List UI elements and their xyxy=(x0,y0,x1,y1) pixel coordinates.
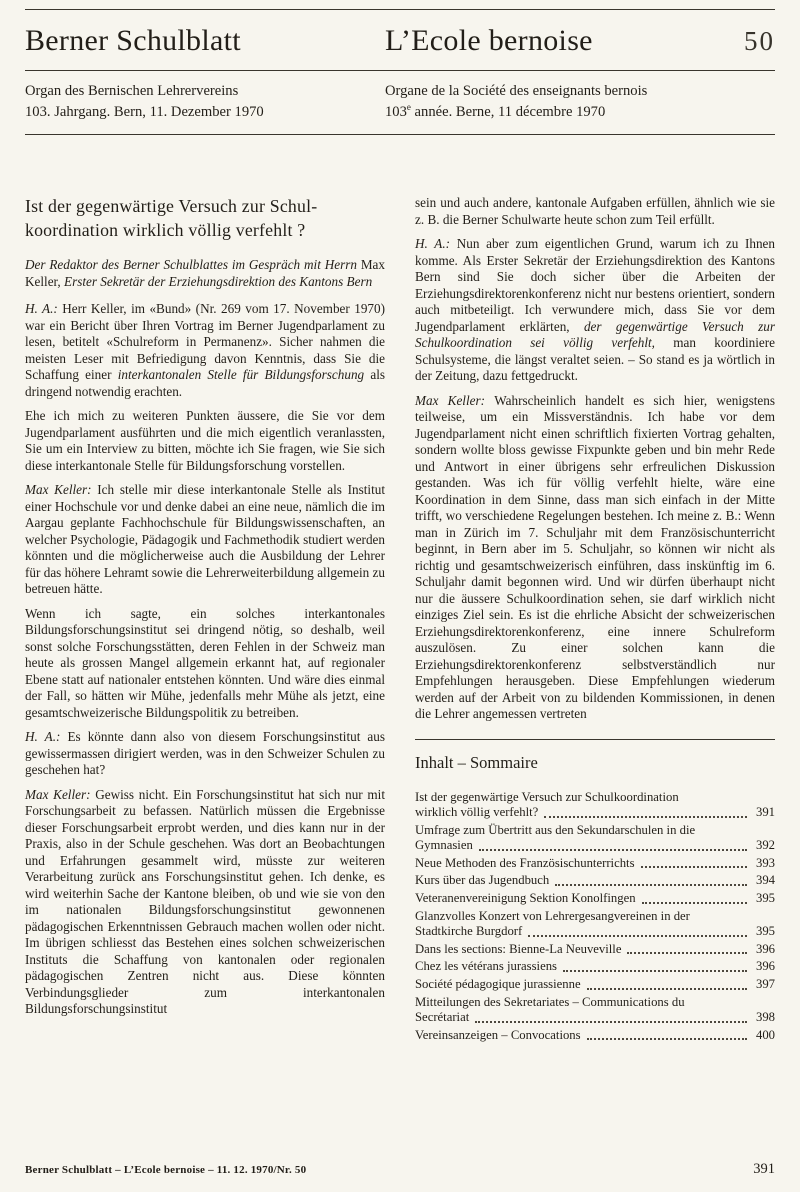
toc-entry-line2 xyxy=(415,1028,775,1044)
issue-number: 50 xyxy=(744,26,775,56)
imprint-french xyxy=(385,81,775,122)
article-paragraph: H. A.: Herr Keller, im «Bund» (Nr. 269 vom 17. November 1970) war ein Bericht über Ihren Vortrag im Berner Jugendparlament zu lesen, betitelt «Schulreform in Permanenz». Sicher nahmen die meisten Leser mit Befriedigung davon Kenntnis, dass Sie die Schaffung einer interkantonalen Stelle für Bildungsforschung als dringend notwendig erachten. xyxy=(25,301,386,399)
dotted-leader xyxy=(587,1038,747,1040)
article-paragraph: H. A.: Nun aber zum eigentlichen Grund, warum ich zu Ihnen komme. Als Erster Sekretär der Erziehungsdirektion des Kantons Bern sind Sie doch sicher über die Arbeiten der Erziehungsdirektorenkonferenz nicht nur bestens orientiert, sondern auch mitbeteiligt. Ich verwundere mich, dass Sie vor dem Jugendparlament erklärten, der gegenwärtige Versuch zur Schulkoordination sei völlig verfehlt, man koordiniere Schulsysteme, die längst veraltet seien. – So stand es ja wörtlich in der Zeitung, dazu fettgedruckt. xyxy=(415,236,776,383)
toc-entry-title: Stadtkirche Burgdorf xyxy=(415,924,523,939)
toc-heading: Inhalt – Sommaire xyxy=(415,752,538,772)
toc-entry xyxy=(415,856,775,872)
toc-page-number: 396 xyxy=(755,941,775,956)
page-footer xyxy=(25,1161,775,1178)
article-paragraphs-right xyxy=(415,195,775,723)
toc-entry-line1: Ist der gegenwärtige Versuch zur Schulkoordination xyxy=(415,789,679,804)
toc-entry-title: Veteranenvereinigung Sektion Konolfingen xyxy=(415,891,636,906)
organ-line-french: Organe de la Société des enseignants bernois xyxy=(385,83,648,99)
dotted-leader xyxy=(528,935,747,937)
divider xyxy=(415,739,775,740)
toc-page-number: 393 xyxy=(755,855,775,870)
dotted-leader xyxy=(544,816,747,818)
toc-page-number: 397 xyxy=(755,977,775,992)
article-paragraph: Max Keller: Ich stelle mir diese interkantonale Stelle als Institut einer Hochschule vor und denke dabei an eine neue, nämlich die im Aargau geplante Fachhochschule für Bildungswissenschaften, an welcher Psychologie, Pädagogik und Fachmethodik studiert werden könnten und die möglicherweise auch die Ausbildung der Lehrer für das höhere Lehramt sowie die Lehrerweiterbildung allgemein zu betreuen hätte. xyxy=(25,482,385,596)
toc-entry-line1: Umfrage zum Übertritt aus den Sekundarschulen in die xyxy=(415,822,696,837)
toc-entry xyxy=(415,977,775,993)
article-paragraph: Max Keller: Wahrscheinlich handelt es sich hier, wenigstens teilweise, um ein Missverständnis. Ich habe vor dem Jugendparlament nicht einen schriftlich fixierten Vortrag gehalten, sondern wollte bloss gewisse Fixpunkte geben und bin mehr Rede und Antwort in einer übrigens sehr erfreulichen Diskussion gestanden. Was ich für völlig verfehlt hielte, wäre eine Koordination in dem Sinne, dass man sich einfach in der Mitte trifft, wo verschiedene Regelungen bestehen. Ich meine z. B.: Wenn man in Zürich im 7. Schuljahr mit dem Französischunterricht beginnt, in Bern aber im 5. Schuljahr, so können wir nicht als richtig und gesamtschweizerisch einführen, dass inskünftig im 6. Schuljahr damit begonnen wird. Und wir dürfen überhaupt nicht nur die äussere Schulkoordination sehen, sie darf wirklich nicht einziges Ziel sein. Es ist die ehrliche Absicht der schweizerischen Erziehungsdirektorenkonferenz, eine innere Schulreform auszulösen. Zu einer solchen kann die Erziehungsdirektorenkonferenz selbstverständlich nur Empfehlungen herausgeben. Diese Empfehlungen wiederum werden auf der Arbeit von zu bildenden Kommissionen, in denen die Lehrer angemessen vertreten xyxy=(415,392,775,721)
dotted-leader xyxy=(641,866,747,868)
toc-page-number: 395 xyxy=(755,891,775,906)
masthead xyxy=(25,10,775,70)
volume-date-german: 103. Jahrgang. Bern, 11. Dezember 1970 xyxy=(25,103,264,120)
dotted-leader xyxy=(627,952,747,954)
imprint-german xyxy=(25,81,385,122)
toc-entry-title: Kurs über das Jugendbuch xyxy=(415,873,550,888)
toc-entry-title: Dans les sections: Bienne-La Neuveville xyxy=(415,941,622,956)
article-paragraph: Ehe ich mich zu weiteren Punkten äussere, die Sie vor dem Jugendparlament ausführten und die mich eigentlich veranlassten, Sie um ein Interview zu bitten, möchte ich Sie fragen, wie Sie sich diese interkantonale Stelle für Bildungsforschung vorstellen. xyxy=(25,408,385,473)
dotted-leader xyxy=(563,970,747,972)
toc-entry-line2 xyxy=(415,959,775,975)
toc-page-number: 392 xyxy=(755,838,775,853)
toc-entry xyxy=(415,823,775,854)
article-paragraphs-left xyxy=(25,301,385,1018)
masthead-right xyxy=(385,24,775,58)
table-of-contents xyxy=(415,739,775,1044)
folio-page-number: 391 xyxy=(753,1161,775,1177)
footer-imprint: Berner Schulblatt – L’Ecole bernoise – 11. 12. 1970/Nr. 50 xyxy=(25,1164,307,1176)
footer-row xyxy=(25,1161,775,1178)
toc-entry-line1: Glanzvolles Konzert von Lehrergesangvereinen in der xyxy=(415,908,690,923)
article-title xyxy=(25,195,385,242)
toc-entry xyxy=(415,909,775,940)
toc-page-number: 391 xyxy=(755,805,775,820)
toc-entry xyxy=(415,891,775,907)
toc-entry-title: Neue Methoden des Französischunterrichts xyxy=(415,855,635,870)
toc-page-number: 394 xyxy=(755,873,775,888)
toc-entry xyxy=(415,790,775,821)
toc-entry-line2 xyxy=(415,924,775,940)
toc-entry-title: wirklich völlig verfehlt? xyxy=(415,805,539,820)
dotted-leader xyxy=(642,902,747,904)
toc-entry-line2 xyxy=(415,942,775,958)
volume-date-french: 103e année. Berne, 11 décembre 1970 xyxy=(385,101,606,120)
imprint-row xyxy=(25,71,775,134)
toc-page-number: 400 xyxy=(755,1027,775,1042)
toc-entry xyxy=(415,959,775,975)
toc-entry-line2 xyxy=(415,977,775,993)
right-column xyxy=(415,195,775,1045)
masthead-title-german: Berner Schulblatt xyxy=(25,24,241,57)
article-lede: Der Redaktor des Berner Schulblattes im Gespräch mit Herrn Max Keller, Erster Sekretär der Erziehungsdirektion des Kantons Bern xyxy=(25,257,385,289)
toc-entry xyxy=(415,873,775,889)
article-body xyxy=(25,195,775,1045)
dotted-leader xyxy=(555,884,747,886)
toc-entry-title: Chez les vétérans jurassiens xyxy=(415,959,557,974)
toc-entry-line2 xyxy=(415,838,775,854)
toc-page-number: 396 xyxy=(755,959,775,974)
article-paragraph: Max Keller: Gewiss nicht. Ein Forschungsinstitut hat sich nur mit Forschungsarbeit zu befassen. Natürlich müssen die Ergebnisse dieser Forschungsarbeit erprobt werden, und dies kann nur in der Praxis, also in der Schule geschehen. Was dort an Beobachtungen und Erfahrungen gesammelt wird, müsste zur weiteren Verarbeitung zurück ans Forschungsinstitut gehen. Ich denke, es wird weiterhin Sache der Kantone bleiben, ob und wie sie von den im nationalen Bildungsforschungsinstitut gewonnenen pädagogischen Erkenntnissen Gebrauch machen wollen oder nicht. Im übrigen schliesst das Bestehen eines solchen schweizerischen Instituts die Schaffung von kantonalen oder regionalen pädagogischen Zentren nicht aus. Diese könnten Verbindungsglieder zum interkantonalen Bildungsforschungsinstitut xyxy=(25,786,385,1016)
toc-entry-title: Société pédagogique jurassienne xyxy=(415,977,581,992)
article-paragraph: H. A.: Es könnte dann also von diesem Forschungsinstitut aus gewissermassen dirigiert werden, was in den Schweizer Schulen zu geschehen hat? xyxy=(25,729,386,777)
toc-entry xyxy=(415,995,775,1026)
dotted-leader xyxy=(587,988,747,990)
toc-entry-line2 xyxy=(415,805,775,821)
toc-entry-title: Gymnasien xyxy=(415,838,473,853)
toc-entry-line2 xyxy=(415,873,775,889)
article-paragraph: sein und auch andere, kantonale Aufgaben erfüllen, ähnlich wie sie z. B. die Berner Schulwarte heute schon zum Teil erfüllt. xyxy=(415,195,775,227)
masthead-title-french: L’Ecole bernoise xyxy=(385,24,593,57)
article-title-line1: Ist der gegenwärtige Versuch zur Schul- xyxy=(25,196,318,216)
toc-page-number: 395 xyxy=(755,924,775,939)
toc-entry-line1: Mitteilungen des Sekretariates – Communications du xyxy=(415,994,685,1009)
article-paragraph: Wenn ich sagte, ein solches interkantonales Bildungsforschungsinstitut sei dringend nötig, so deshalb, weil sonst solche Forschungsstätten, deren Fehlen in der Schweiz man heute als grossen Mangel allgemein erkannt hat, auf regionaler Ebene statt auf nationaler entstehen könnten. Und wäre dies einmal der Fall, so hätten wir Mühe, jedenfalls mehr Mühe als jetzt, eine gesamtschweizerische Bildungspolitik zu betreiben. xyxy=(25,605,385,720)
toc-entry-line2 xyxy=(415,891,775,907)
toc-entry xyxy=(415,1028,775,1044)
dotted-leader xyxy=(475,1021,747,1023)
organ-line-german: Organ des Bernischen Lehrervereins xyxy=(25,83,239,99)
toc-entry-line2 xyxy=(415,1010,775,1026)
article-title-line2: koordination wirklich völlig verfehlt ? xyxy=(25,219,306,240)
left-column xyxy=(25,195,385,1045)
toc-entry-line2 xyxy=(415,856,775,872)
divider xyxy=(25,134,775,135)
toc-list xyxy=(415,790,775,1044)
toc-entry-title: Vereinsanzeigen – Convocations xyxy=(415,1027,581,1042)
toc-page-number: 398 xyxy=(755,1010,775,1025)
dotted-leader xyxy=(479,849,747,851)
toc-entry-title: Secrétariat xyxy=(415,1010,470,1025)
toc-entry xyxy=(415,942,775,958)
